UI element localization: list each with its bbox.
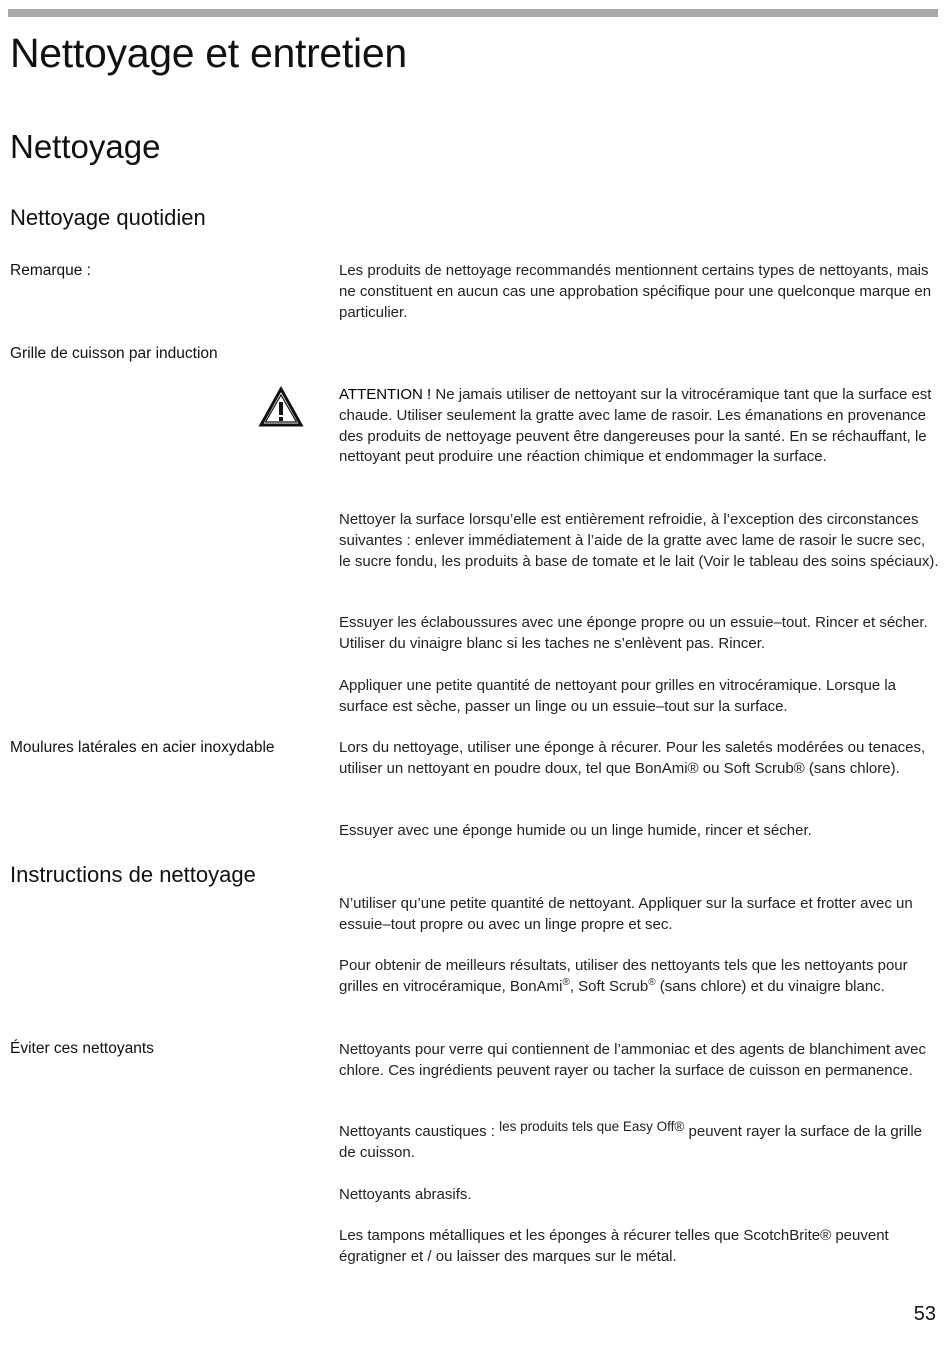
page-title: Nettoyage et entretien xyxy=(10,30,407,76)
registered-mark: ® xyxy=(648,976,656,988)
instr2-part2: , Soft Scrub xyxy=(569,977,649,995)
text-moulures-1: Lors du nettoyage, utiliser une éponge à récurer. Pour les saletés modérées ou tenaces, utiliser un nettoyant en poudre doux, tel que BonAmi® ou Soft Scrub® (sans chlore). xyxy=(339,739,926,777)
eviter2-part1: Nettoyants caustiques : xyxy=(339,1123,500,1140)
instr2-part1: Pour obtenir de meilleurs résultats, utiliser des nettoyants tels que les nettoyants pour grilles en vitrocéramique, BonAmi xyxy=(339,957,908,995)
page-number: 53 xyxy=(913,1303,936,1325)
text-instructions-2 xyxy=(339,956,939,998)
text-grille-2: Essuyer les éclaboussures avec une éponge propre ou un essuie–tout. Rincer et sécher. Utiliser du vinaigre blanc si les taches ne s’enlèvent pas. Rincer. xyxy=(339,614,928,652)
label-grille: Grille de cuisson par induction xyxy=(10,345,218,362)
section-heading: Nettoyage xyxy=(10,128,161,165)
text-eviter-2 xyxy=(339,1119,939,1164)
label-moulures: Moulures latérales en acier inoxydable xyxy=(10,739,275,756)
subheading-daily: Nettoyage quotidien xyxy=(10,205,206,230)
subheading-instructions: Instructions de nettoyage xyxy=(10,862,256,887)
attention-label: ATTENTION ! xyxy=(339,386,432,403)
eviter2-part3: peuvent rayer la surface de la grille de cuisson. xyxy=(339,1123,923,1161)
label-eviter: Éviter ces nettoyants xyxy=(10,1040,154,1057)
warning-triangle-icon xyxy=(258,386,304,428)
attention-body: Ne jamais utiliser de nettoyant sur la vitrocéramique tant que la surface est chaude. Utiliser seulement la gratte avec lame de rasoir. Les émanations en provenance des produits de nettoyage peuvent être dangereuses pour la santé. En se réchauffant, le nettoyant peut produire une réaction chimique et endommager la surface. xyxy=(339,386,932,466)
eviter2-part2: les produits tels que Easy Off® xyxy=(499,1119,685,1134)
text-eviter-4: Les tampons métalliques et les éponges à récurer telles que ScotchBrite® peuvent égratigner et / ou laisser des marques sur le métal. xyxy=(339,1227,889,1265)
text-remarque: Les produits de nettoyage recommandés mentionnent certains types de nettoyants, mais ne constituent en aucun cas une approbation spécifique pour une quelconque marque en particulier. xyxy=(339,262,932,321)
text-grille-1: Nettoyer la surface lorsqu’elle est entièrement refroidie, à l’exception des circonstances suivantes : enlever immédiatement à l’aide de la gratte avec lame de rasoir le sucre sec, le sucre fondu, les produits à base de tomate et le lait (Voir le tableau des soins spéciaux). xyxy=(339,511,939,570)
instr2-part3: (sans chlore) et du vinaigre blanc. xyxy=(655,977,885,995)
registered-mark: ® xyxy=(562,976,570,988)
top-rule xyxy=(8,9,938,17)
label-remarque: Remarque : xyxy=(10,262,91,279)
text-eviter-3: Nettoyants abrasifs. xyxy=(339,1186,472,1203)
text-moulures-2: Essuyer avec une éponge humide ou un linge humide, rincer et sécher. xyxy=(339,822,812,839)
text-grille-3: Appliquer une petite quantité de nettoyant pour grilles en vitrocéramique. Lorsque la surface est sèche, passer un linge ou un essuie–tout sur la surface. xyxy=(339,677,897,715)
text-attention xyxy=(339,385,939,468)
text-eviter-1: Nettoyants pour verre qui contiennent de l’ammoniac et des agents de blanchiment avec chlore. Ces ingrédients peuvent rayer ou tacher la surface de cuisson en permanence. xyxy=(339,1041,927,1079)
text-instructions-1: N’utiliser qu’une petite quantité de nettoyant. Appliquer sur la surface et frotter avec un essuie–tout propre ou avec un linge propre et sec. xyxy=(339,895,913,933)
